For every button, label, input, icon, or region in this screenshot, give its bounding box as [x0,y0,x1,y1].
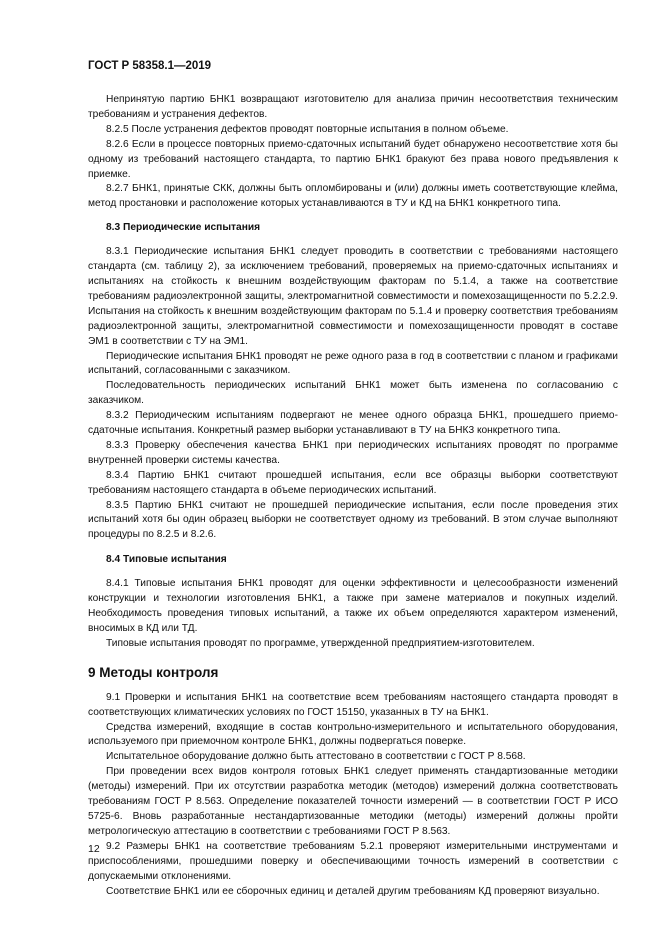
paragraph: Последовательность периодических испытаний БНК1 может быть изменена по согласованию с заказчиком. [88,380,618,407]
paragraph: Испытательное оборудование должно быть аттестовано в соответствии с ГОСТ Р 8.568. [106,751,526,763]
paragraph: Типовые испытания проводят по программе, утвержденной предприятием-изготовителем. [106,637,535,649]
paragraph: 8.3.5 Партию БНК1 считают не прошедшей периодические испытания, если после проведения этих испытаний хотя бы один образец выборки не соответствует одному из требований. В этом случае выполняют процедуры по 8.2.5 и 8.2.6. [88,499,618,541]
paragraph: 8.4.1 Типовые испытания БНК1 проводят для оценки эффективности и целесообразности изменений конструкции и технологии изготовления БНК1, а также при замене материалов и покупных изделий. Необходимость проведения типовых испытаний, а также их объем определяются характером изменений, вносимых в КД или ТД. [88,578,618,634]
paragraph: 8.2.5 После устранения дефектов проводят повторные испытания в полном объеме. [106,123,509,135]
paragraph: 8.3.2 Периодическим испытаниям подвергают не менее одного образца БНК1, прошедшего приемо-сдаточные испытания. Конкретный размер выборки устанавливают в ТУ на БНК3 конкретного типа. [88,410,618,437]
document-code: ГОСТ Р 58358.1—2019 [88,60,212,72]
paragraph: 9.1 Проверки и испытания БНК1 на соответствие всем требованиям настоящего стандарта проводят в соответствующих климатических условиях по ГОСТ 15150, указанных в ТУ на БНК1. [88,691,618,718]
paragraph: Средства измерений, входящие в состав контрольно-измерительного и испытательного оборудования, используемого при приемочном контроле БНК1, должны подвергаться поверке. [88,721,618,748]
section-heading-9: 9 Методы контроля [88,664,219,680]
paragraph: 8.3.1 Периодические испытания БНК1 следует проводить в соответствии с требованиями настоящего стандарта (см. таблицу 2), за исключением требований, проверяемых на приемо-сдаточных испытаниях и испытаниях на стойкость к внешним воздействующим факторам по 5.1.4, а также на соответствие требованиям радиоэлектронной защиты, электромагнитной совместимости и помехозащищенности по 5.2.2.9. Испытания на стойкость к внешним воздействующим факторам по 5.1.4 и проверку соответствия требованиям радиоэлектронной защиты, электромагнитной совместимости и помехозащищенности проводят в составе ЭМ1 в соответствии с ТУ на ЭМ1. [88,246,618,347]
paragraph: Периодические испытания БНК1 проводят не реже одного раза в год в соответствии с планом и графиками испытаний, согласованными с заказчиком. [88,350,618,377]
section-heading-8-4: 8.4 Типовые испытания [106,554,227,566]
paragraph: При проведении всех видов контроля готовых БНК1 следует применять стандартизованные методики (методы) измерений. При их отсутствии разработка методик (методов) измерений должна соответствовать требованиям ГОСТ Р 8.563. Определение показателей точности измерений — в соответствии ГОСТ Р ИСО 5725-6. Вновь разработанные нестандартизованные методики (методы) измерений должны пройти метрологическую аттестацию в соответствии с требованиями ГОСТ Р 8.563. [88,766,618,837]
paragraph: Соответствие БНК1 или ее сборочных единиц и деталей другим требованиям КД проверяют визуально. [106,885,600,897]
document-body [88,93,618,899]
paragraph: Непринятую партию БНК1 возвращают изготовителю для анализа причин несоответствия техническим требованиям и устранения дефектов. [88,94,618,120]
section-heading-8-3: 8.3 Периодические испытания [106,222,261,234]
paragraph: 8.3.3 Проверку обеспечения качества БНК1 при периодических испытаниях проводят по программе внутренней проверки системы качества. [88,439,618,466]
paragraph: 9.2 Размеры БНК1 на соответствие требованиям 5.2.1 проверяют измерительными инструментами и приспособлениями, прошедшими поверку и обеспечивающими точность измерений в соответствии с допускаемыми отклонениями. [88,840,618,882]
paragraph: 8.2.7 БНК1, принятые СКК, должны быть опломбированы и (или) должны иметь соответствующие клейма, метод простановки и расположение которых устанавливаются в ТУ и КД на БНК1 конкретного типа. [88,183,618,210]
page-number: 12 [88,843,100,855]
paragraph: 8.2.6 Если в процессе повторных приемо-сдаточных испытаний будет обнаружено несоответствие хотя бы одному из требований настоящего стандарта, то партию БНК1 бракуют без права нового предъявления к приемке. [88,138,618,180]
paragraph: 8.3.4 Партию БНК1 считают прошедшей испытания, если все образцы выборки соответствуют требованиям настоящего стандарта в объеме периодических испытаний. [88,469,618,496]
